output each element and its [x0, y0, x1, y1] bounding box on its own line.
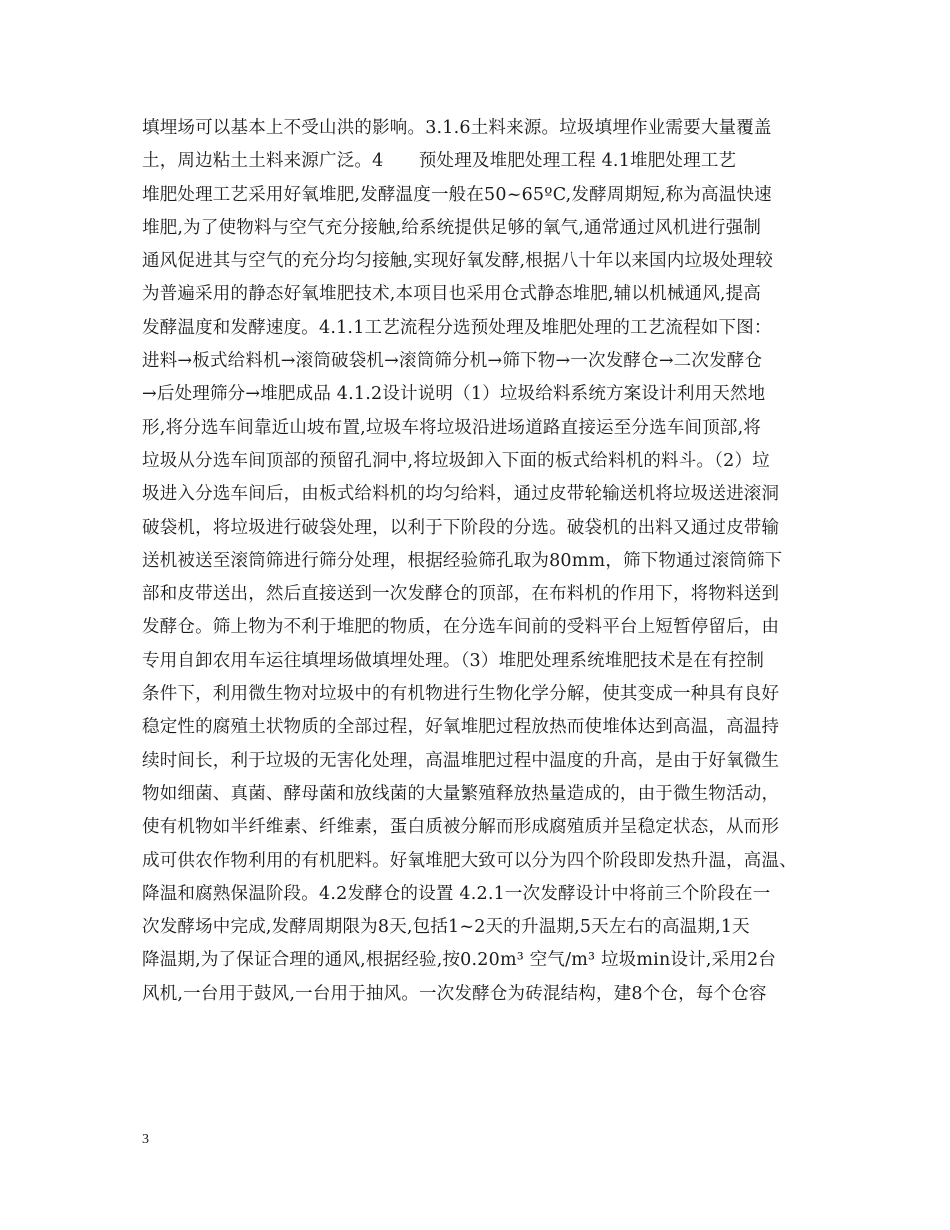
text-line: 进料→板式给料机→滚筒破袋机→滚筒筛分机→筛下物→一次发酵仓→二次发酵仓 [142, 351, 763, 372]
text-line: 降温和腐熟保温阶段。4.2发酵仓的设置 4.2.1一次发酵设计中将前三个阶段在一 [142, 883, 771, 904]
text-line: 堆肥,为了使物料与空气充分接触,给系统提供足够的氧气,通常通过风机进行强制 [142, 217, 762, 238]
text-line: 次发酵场中完成,发酵周期限为8天,包括1~2天的升温期,5天左右的高温期,1天 [142, 917, 750, 938]
text-line: 土，周边粘土土料来源广泛。4 预处理及堆肥处理工程 4.1堆肥处理工艺 [142, 151, 737, 172]
text-line: 物如细菌、真菌、酵母菌和放线菌的大量繁殖释放热量造成的，由于微生物活动， [142, 783, 780, 804]
text-line: 垃圾从分选车间顶部的预留孔洞中,将垃圾卸入下面的板式给料机的料斗。（2）垃 [142, 450, 770, 471]
text-line: 成可供农作物利用的有机肥料。好氧堆肥大致可以分为四个阶段即发热升温，高温、 [142, 850, 797, 871]
text-line: 形,将分选车间靠近山坡布置,垃圾车将垃圾沿进场道路直接运至分选车间顶部,将 [142, 417, 762, 438]
text-line: 专用自卸农用车运往填埋场做填埋处理。（3）堆肥处理系统堆肥技术是在有控制 [142, 650, 765, 671]
text-line: 圾进入分选车间后，由板式给料机的均匀给料，通过皮带轮输送机将垃圾送进滚洞 [142, 484, 780, 505]
text-line: 部和皮带送出，然后直接送到一次发酵仓的顶部，在布料机的作用下，将物料送到 [142, 584, 780, 605]
text-line: 风机,一台用于鼓风,一台用于抽风。一次发酵仓为砖混结构，建8个仓，每个仓容 [142, 983, 767, 1004]
text-line: 送机被送至滚筒筛进行筛分处理，根据经验筛孔取为80mm，筛下物通过滚筒筛下 [142, 550, 783, 571]
text-line: 破袋机，将垃圾进行破袋处理，以利于下阶段的分选。破袋机的出料又通过皮带输 [142, 517, 780, 538]
text-line: 续时间长，利于垃圾的无害化处理，高温堆肥过程中温度的升高，是由于好氧微生 [142, 750, 780, 771]
text-line: 条件下，利用微生物对垃圾中的有机物进行生物化学分解，使其变成一种具有良好 [142, 684, 780, 705]
text-line: →后处理筛分→堆肥成品 4.1.2设计说明（1）垃圾给料系统方案设计利用天然地 [142, 384, 766, 405]
body-text [142, 112, 832, 1011]
text-line: 发酵仓。筛上物为不利于堆肥的物质，在分选车间前的受料平台上短暂停留后，由 [142, 617, 780, 638]
text-line: 堆肥处理工艺采用好氧堆肥,发酵温度一般在50~65ºC,发酵周期短,称为高温快速 [142, 184, 772, 205]
page-number: 3 [142, 1132, 149, 1147]
text-line: 通风促进其与空气的充分均匀接触,实现好氧发酵,根据八十年以来国内垃圾处理较 [142, 251, 774, 272]
text-line: 为普遍采用的静态好氧堆肥技术,本项目也采用仓式静态堆肥,辅以机械通风,提高 [142, 284, 762, 305]
text-line: 稳定性的腐殖土状物质的全部过程，好氧堆肥过程放热而使堆体达到高温，高温持 [142, 717, 780, 738]
text-line: 使有机物如半纤维素、纤维素，蛋白质被分解而形成腐殖质并呈稳定状态，从而形 [142, 817, 780, 838]
text-line: 降温期,为了保证合理的通风,根据经验,按0.20m³ 空气/m³ 垃圾min设计,采用2台 [142, 950, 777, 971]
text-line: 发酵温度和发酵速度。4.1.1工艺流程分选预处理及堆肥处理的工艺流程如下图： [142, 317, 772, 338]
text-line: 填埋场可以基本上不受山洪的影响。3.1.6土料来源。垃圾填埋作业需要大量覆盖 [142, 118, 772, 138]
